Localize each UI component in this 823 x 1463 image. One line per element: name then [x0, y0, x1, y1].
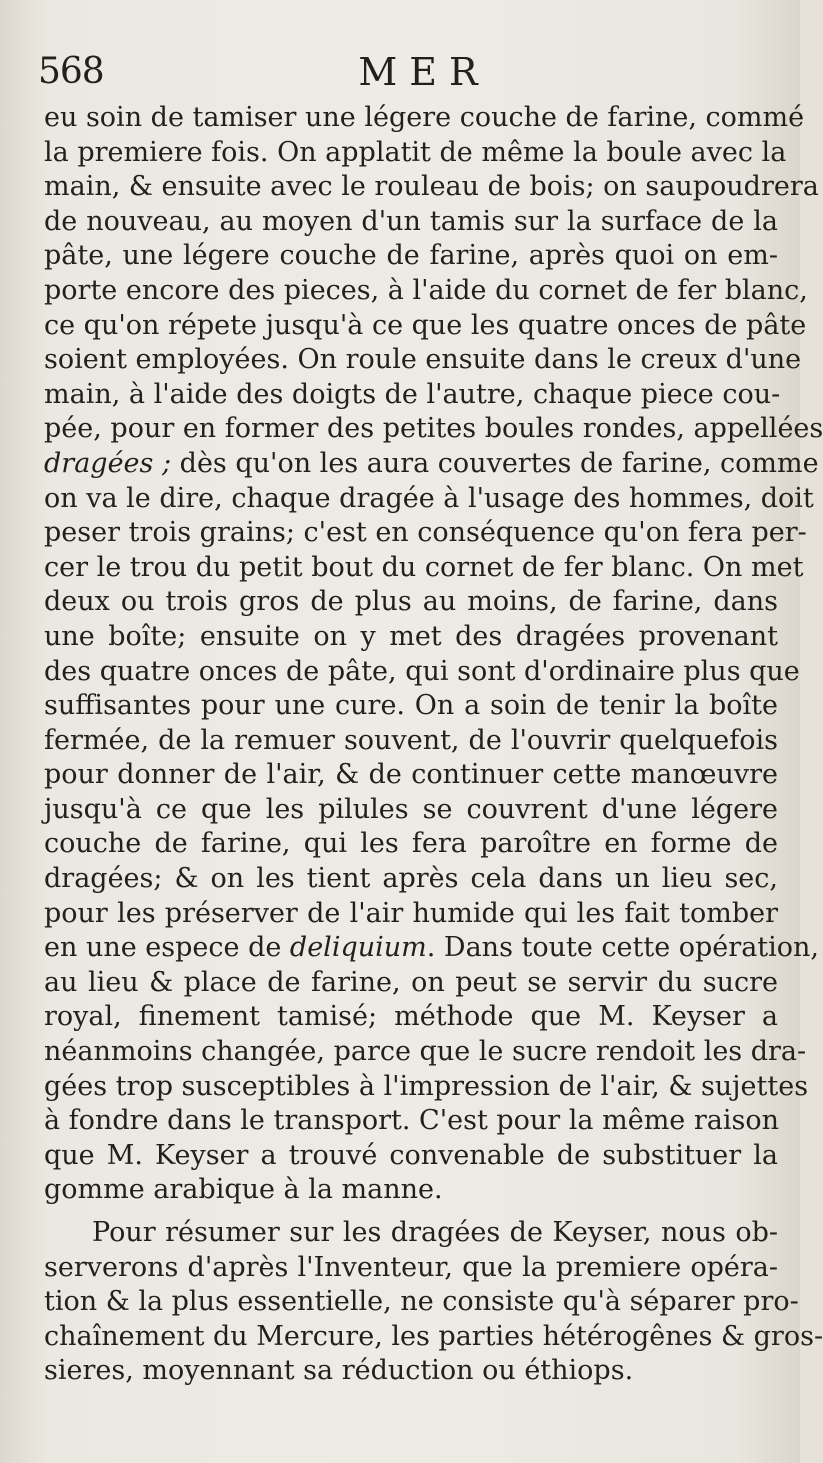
- text-line: chaînement du Mercure, les parties hétérogênes & gros-: [44, 1320, 823, 1352]
- text-line: main, & ensuite avec le rouleau de bois; on saupoudrera: [44, 171, 819, 203]
- text-line: suffisantes pour une cure. On a soin de tenir la boîte: [44, 690, 778, 722]
- text-line: gées trop susceptibles à l'impression de l'air, & sujettes: [44, 1070, 809, 1102]
- text-segment: dès qu'on les aura couvertes de farine, comme: [171, 447, 819, 479]
- text-line: [44, 447, 819, 482]
- text-line: serverons d'après l'Inventeur, que la premiere opéra-: [44, 1251, 778, 1283]
- text-line: une boîte; ensuite on y met des dragées provenant: [44, 620, 778, 652]
- text-line: couche de farine, qui les fera paroître en forme de: [44, 828, 778, 860]
- page-header: [38, 50, 770, 100]
- text-line: on va le dire, chaque dragée à l'usage des hommes, doit: [44, 482, 814, 514]
- text-line: royal, finement tamisé; méthode que M. Keyser a: [44, 1001, 778, 1033]
- running-head: MER: [358, 50, 490, 94]
- paragraph-gap: [44, 1208, 778, 1216]
- text-line: pée, pour en former des petites boules rondes, appellées: [44, 413, 823, 445]
- text-line: main, à l'aide des doigts de l'autre, chaque piece cou-: [44, 378, 781, 410]
- text-line: sieres, moyennant sa réduction ou éthiops.: [44, 1355, 634, 1387]
- text-segment: en une espece de: [44, 932, 290, 964]
- text-line: pour donner de l'air, & de continuer cette manœuvre: [44, 759, 778, 791]
- text-segment: . Dans toute cette opération,: [426, 932, 820, 964]
- text-line: cer le trou du petit bout du cornet de fer blanc. On met: [44, 551, 804, 583]
- text-line: porte encore des pieces, à l'aide du cornet de fer blanc,: [44, 274, 808, 306]
- paragraph: [44, 101, 823, 1208]
- text-line: ce qu'on répete jusqu'à ce que les quatre onces de pâte: [44, 309, 807, 341]
- text-line: que M. Keyser a trouvé convenable de substituer la: [44, 1139, 778, 1171]
- text-line: eu soin de tamiser une légere couche de farine, commé: [44, 102, 805, 133]
- text-line: Pour résumer sur les dragées de Keyser, nous ob-: [92, 1217, 778, 1248]
- text-line: deux ou trois gros de plus au moins, de farine, dans: [44, 586, 778, 618]
- body-text: [44, 101, 823, 1389]
- paragraph: [44, 1216, 823, 1389]
- text-line: la premiere fois. On applatit de même la boule avec la: [44, 136, 787, 168]
- text-line: peser trois grains; c'est en conséquence qu'on fera per-: [44, 517, 807, 549]
- text-line: de nouveau, au moyen d'un tamis sur la surface de la: [44, 205, 778, 237]
- text-line: [44, 931, 820, 966]
- text-line: jusqu'à ce que les pilules se couvrent d'une légere: [44, 793, 778, 825]
- text-line: néanmoins changée, parce que le sucre rendoit les dra-: [44, 1036, 807, 1068]
- page-number: 568: [38, 51, 104, 92]
- text-line: tion & la plus essentielle, ne consiste qu'à séparer pro-: [44, 1286, 799, 1318]
- text-line: pâte, une légere couche de farine, après quoi on em-: [44, 240, 778, 272]
- text-line: fermée, de la remuer souvent, de l'ouvrir quelquefois: [44, 724, 778, 756]
- italic-term: dragées ;: [44, 447, 172, 479]
- text-line: gomme arabique à la manne.: [44, 1174, 443, 1206]
- text-line: soient employées. On roule ensuite dans le creux d'une: [44, 344, 802, 376]
- text-line: des quatre onces de pâte, qui sont d'ordinaire plus que: [44, 655, 800, 687]
- italic-term: deliquium: [289, 932, 427, 964]
- text-line: à fondre dans le transport. C'est pour la même raison: [44, 1105, 779, 1137]
- text-line: dragées; & on les tient après cela dans un lieu sec,: [44, 863, 778, 895]
- text-line: pour les préserver de l'air humide qui les fait tomber: [44, 897, 778, 929]
- text-line: au lieu & place de farine, on peut se servir du sucre: [44, 966, 778, 998]
